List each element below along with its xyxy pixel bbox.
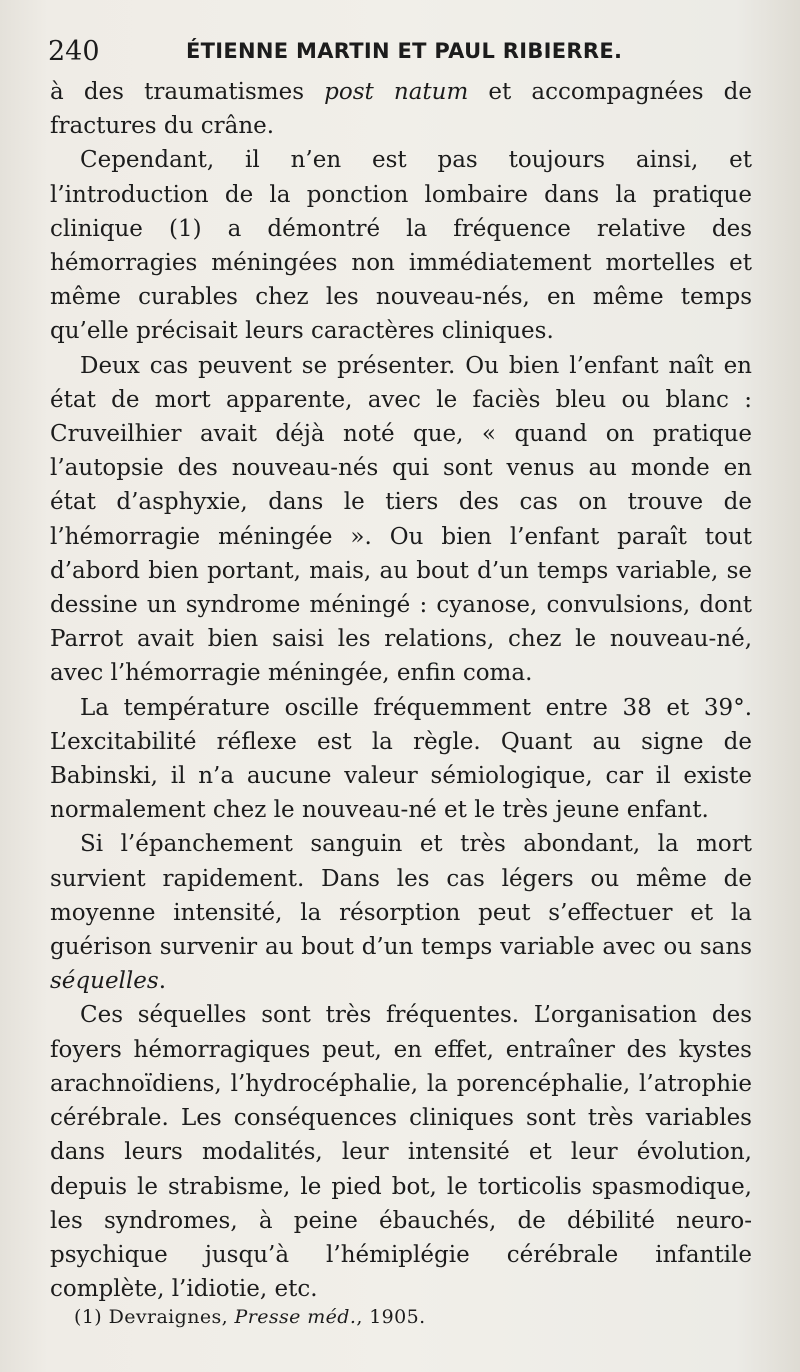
page-number: 240 — [48, 36, 100, 67]
running-head: ÉTIENNE MARTIN ET PAUL RIBIERRE. — [186, 39, 623, 63]
paragraph-5: Si l’épanchement sanguin et très abondant, la mort survient rapidement. Dans les cas légers ou même de moyenne intensité, la résorption peut s’effectuer et la guérison survenir au bout d’un temps variable avec ou sans séquelles. — [50, 831, 752, 995]
paragraph-4: La température oscille fréquemment entre 38 et 39°. L’excitabilité réflexe est la règle. Quant au signe de Babinski, il n’a aucune valeur sémiologique, car il existe normalement chez le nouveau-né et le très jeune enfant. — [50, 694, 752, 824]
footnote — [74, 1305, 754, 1329]
footnote-mark: (1) — [74, 1306, 103, 1328]
emphasis-sequelles: séquelles — [50, 968, 159, 995]
page-header — [48, 36, 748, 70]
footnote-journal: Presse méd. — [234, 1306, 357, 1328]
paragraph-3: Deux cas peuvent se présenter. Ou bien l’enfant naît en état de mort apparente, avec le faciès bleu ou blanc : Cruveilhier avait déjà noté que, « quand on pratique l’autopsie des nouveau-nés qui sont venus au monde en état d’asphyxie, dans le tiers des cas on trouve de l’hémorragie méningée ». Ou bien l’enfant paraît tout d’abord bien portant, mais, au bout d’un temps variable, se dessine un syndrome méningé : cyanose, convulsions, dont Parrot avait bien saisi les relations, chez le nouveau-né, avec l’hémorragie méningée, enfin coma. — [50, 352, 752, 687]
paragraph-2: Cependant, il n’en est pas toujours ainsi, et l’introduction de la ponction lombaire dans la pratique clinique (1) a démontré la fréquence relative des hémorragies méningées non immédiatement mortelles et même curables chez les nouveau-nés, en même temps qu’elle précisait leurs caractères cliniques. — [50, 147, 752, 345]
footnote-author: Devraignes, — [102, 1306, 235, 1328]
paragraph-1: à des traumatismes post natum et accompagnées de fractures du crâne. — [50, 79, 752, 140]
body-text — [50, 75, 752, 1306]
footnote-year: , 1905. — [356, 1306, 426, 1328]
footnote-reference: (1) — [168, 215, 202, 242]
paragraph-6: Ces séquelles sont très fréquentes. L’organisation des foyers hémorragiques peut, en effet, entraîner des kystes arachnoïdiens, l’hydrocéphalie, la porencéphalie, l’atrophie cérébrale. Les conséquences cliniques sont très variables dans leurs modalités, leur intensité et leur évolution, depuis le strabisme, le pied bot, le torticolis spasmodique, les syndromes, à peine ébauchés, de débilité neuro-psychique jusqu’à l’hémiplégie cérébrale infantile complète, l’idiotie, etc. — [50, 1002, 752, 1303]
emphasis-post-natum: post natum — [324, 79, 469, 105]
